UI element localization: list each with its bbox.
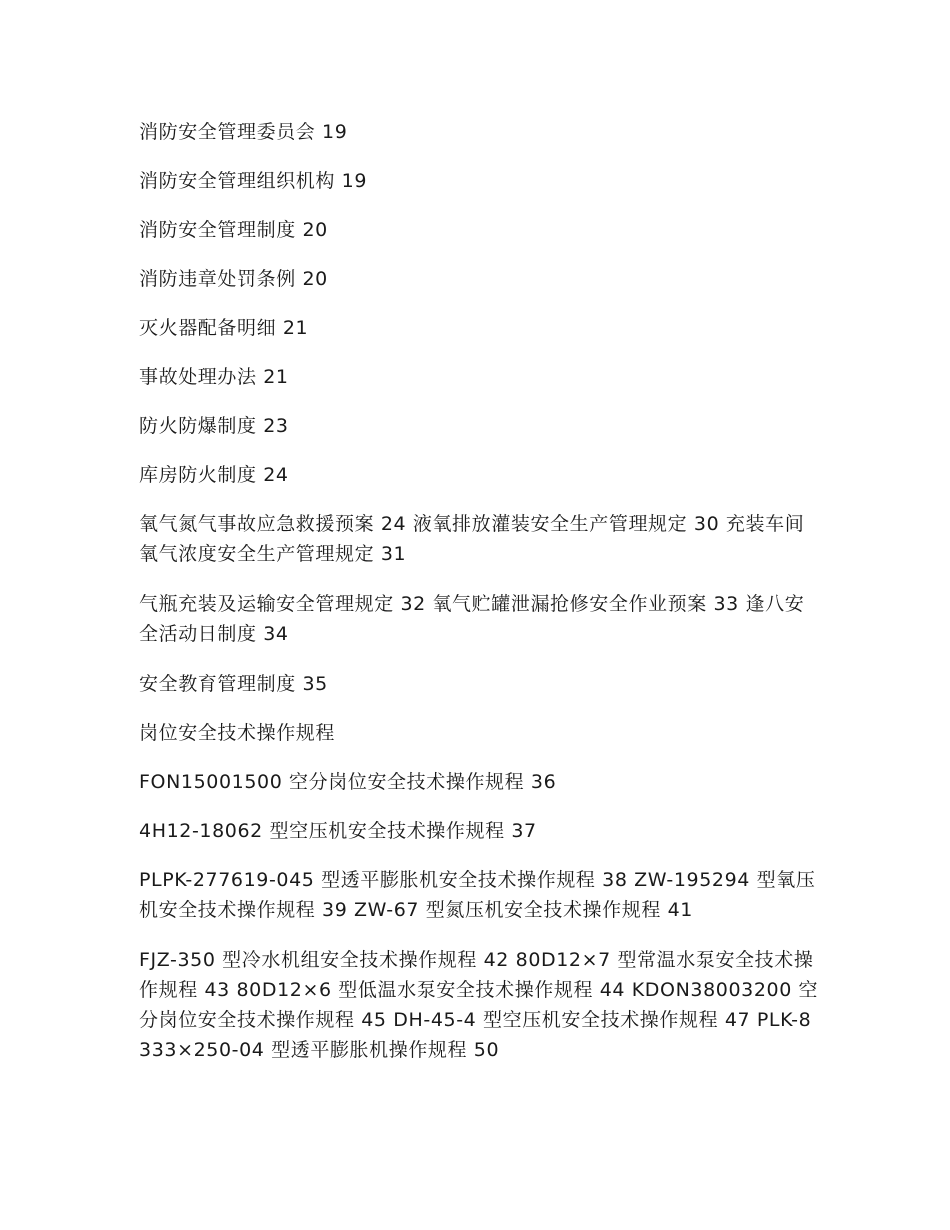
toc-entry: 安全教育管理制度 35 [139,673,328,695]
toc-entry: 消防安全管理组织机构 19 [139,170,368,192]
toc-entry: 事故处理办法 21 [139,366,289,388]
toc-entry: 气瓶充装及运输安全管理规定 32 氧气贮罐泄漏抢修安全作业预案 33 逢八安全活动日制度 34 [139,593,805,645]
toc-entry: FON15001500 空分岗位安全技术操作规程 36 [139,771,557,793]
toc-entry: 灭火器配备明细 21 [139,317,309,339]
table-of-contents [139,117,819,1085]
toc-entry: 消防安全管理委员会 19 [139,121,348,143]
toc-entry: FJZ-350 型冷水机组安全技术操作规程 42 80D12×7 型常温水泵安全技术操作规程 43 80D12×6 型低温水泵安全技术操作规程 44 KDON38003200 空分岗位安全技术操作规程 45 DH-45-4 型空压机安全技术操作规程 47 PLK-8333×250-04 型透平膨胀机操作规程 50 [139,949,819,1061]
toc-entry: 消防违章处罚条例 20 [139,268,328,290]
toc-entry: PLPK-277619-045 型透平膨胀机安全技术操作规程 38 ZW-195294 型氧压机安全技术操作规程 39 ZW-67 型氮压机安全技术操作规程 41 [139,869,816,921]
toc-entry: 库房防火制度 24 [139,464,289,486]
toc-entry: 氧气氮气事故应急救援预案 24 液氧排放灌装安全生产管理规定 30 充装车间氧气浓度安全生产管理规定 31 [139,513,805,565]
toc-entry: 防火防爆制度 23 [139,415,289,437]
toc-entry: 4H12-18062 型空压机安全技术操作规程 37 [139,820,537,842]
toc-section-heading: 岗位安全技术操作规程 [139,722,336,744]
toc-entry: 消防安全管理制度 20 [139,219,328,241]
